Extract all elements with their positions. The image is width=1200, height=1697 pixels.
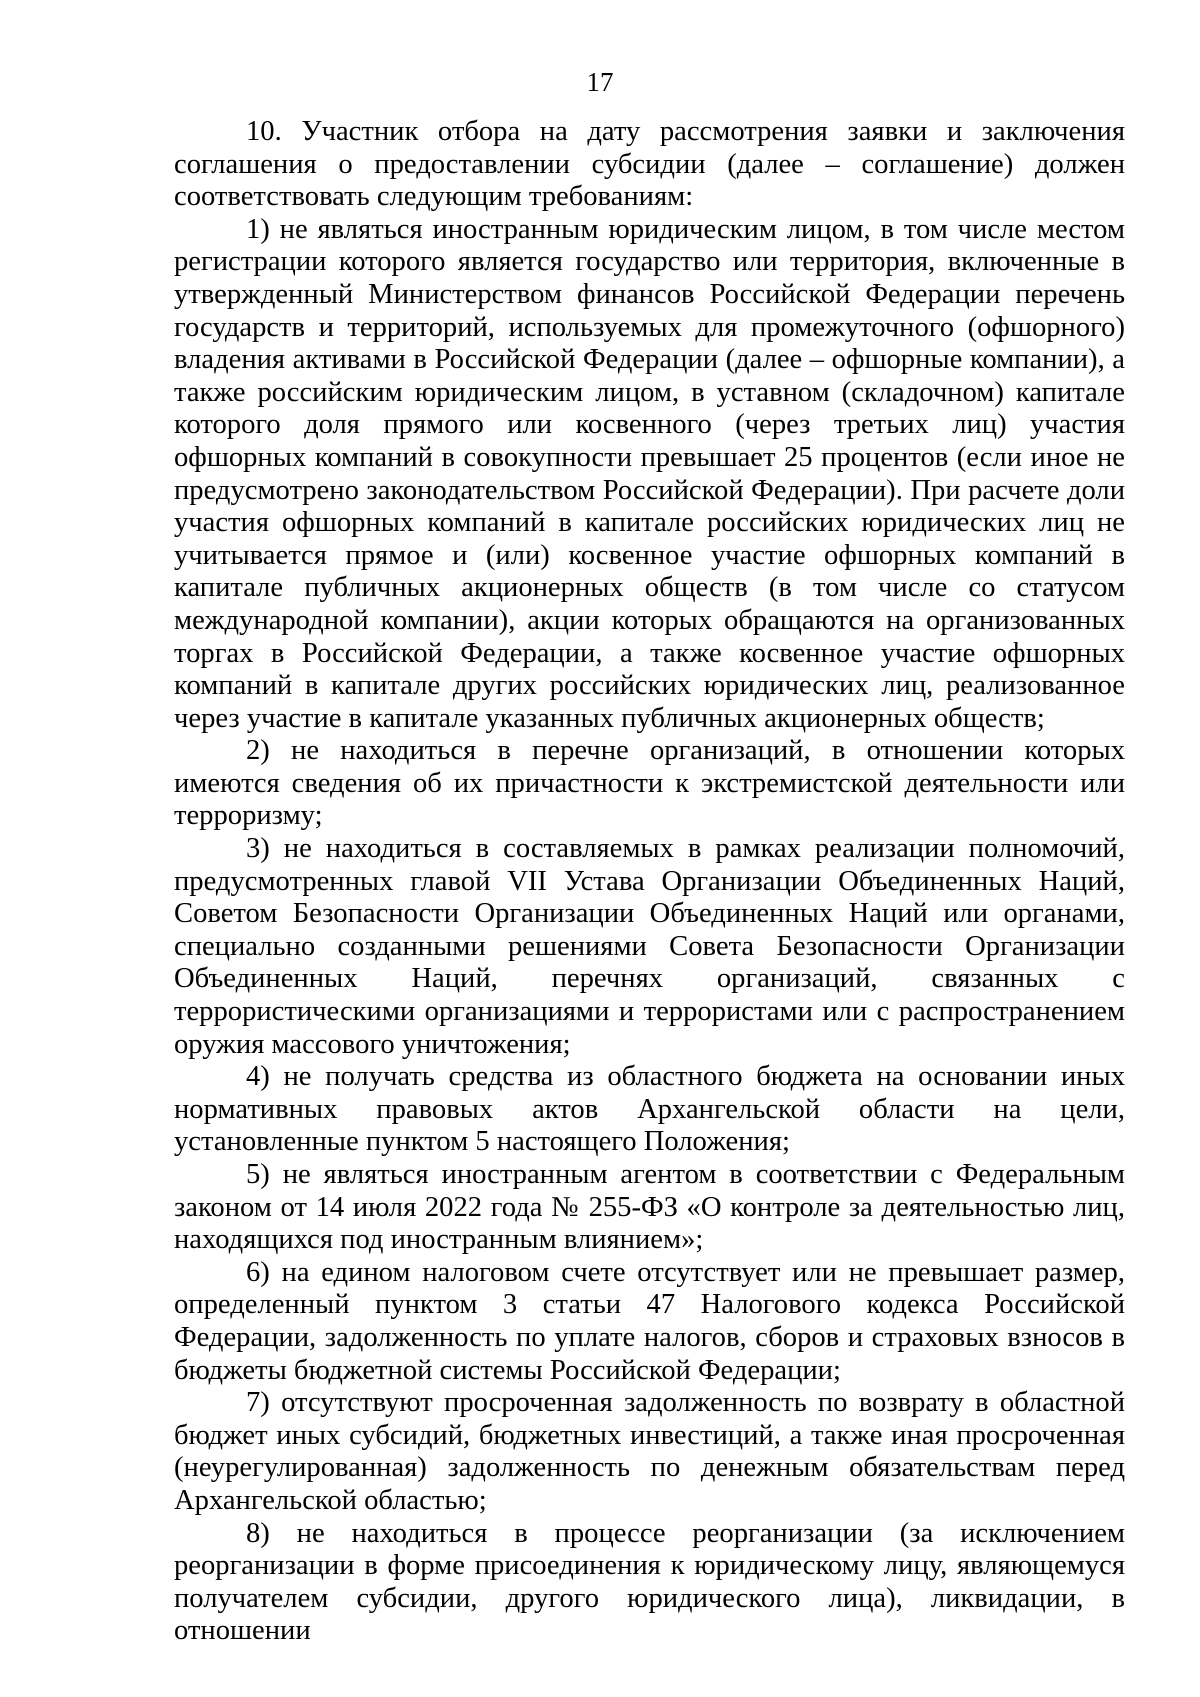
- paragraph-item-7: 7) отсутствуют просроченная задолженность по возврату в областной бюджет иных субсидий, бюджетных инвестиций, а также иная просроченная (неурегулированная) задолженность по денежным обязательствам перед Архангельской областью;: [174, 1387, 1125, 1516]
- paragraph-item-5: 5) не являться иностранным агентом в соответствии с Федеральным законом от 14 июля 2022 года № 255-ФЗ «О контроле за деятельностью лиц, находящихся под иностранным влиянием»;: [174, 1159, 1125, 1256]
- paragraph-10-intro: 10. Участник отбора на дату рассмотрения заявки и заключения соглашения о предоставлении субсидии (далее – соглашение) должен соответствовать следующим требованиям:: [174, 116, 1125, 213]
- paragraph-item-3: 3) не находиться в составляемых в рамках реализации полномочий, предусмотренных главой VII Устава Организации Объединенных Наций, Советом Безопасности Организации Объединенных Наций или органами, специально созданными решениями Совета Безопасности Организации Объединенных Наций, перечнях организаций, связанных с террористическими организациями и террористами или с распространением оружия массового уничтожения;: [174, 833, 1125, 1060]
- paragraph-item-2: 2) не находиться в перечне организаций, в отношении которых имеются сведения об их причастности к экстремистской деятельности или терроризму;: [174, 735, 1125, 832]
- paragraph-item-8: 8) не находиться в процессе реорганизации (за исключением реорганизации в форме присоединения к юридическому лицу, являющемуся получателем субсидии, другого юридического лица), ликвидации, в отношении: [174, 1517, 1125, 1647]
- page-number: 17: [586, 67, 614, 97]
- paragraph-item-6: 6) на едином налоговом счете отсутствует или не превышает размер, определенный пунктом 3 статьи 47 Налогового кодекса Российской Федерации, задолженность по уплате налогов, сборов и страховых взносов в бюджеты бюджетной системы Российской Федерации;: [174, 1256, 1125, 1386]
- paragraph-item-4: 4) не получать средства из областного бюджета на основании иных нормативных правовых актов Архангельской области на цели, установленные пунктом 5 настоящего Положения;: [174, 1061, 1125, 1158]
- document-body: [174, 116, 1125, 1648]
- paragraph-item-1: 1) не являться иностранным юридическим лицом, в том числе местом регистрации которого является государство или территория, включенные в утвержденный Министерством финансов Российской Федерации перечень государств и территорий, используемых для промежуточного (офшорного) владения активами в Российской Федерации (далее – офшорные компании), а также российским юридическим лицом, в уставном (складочном) капитале которого доля прямого или косвенного (через третьих лиц) участия офшорных компаний в совокупности превышает 25 процентов (если иное не предусмотрено законодательством Российской Федерации). При расчете доли участия офшорных компаний в капитале российских юридических лиц не учитывается прямое и (или) косвенное участие офшорных компаний в капитале публичных акционерных обществ (в том числе со статусом международной компании), акции которых обращаются на организованных торгах в Российской Федерации, а также косвенное участие офшорных компаний в капитале других российских юридических лиц, реализованное через участие в капитале указанных публичных акционерных обществ;: [174, 213, 1125, 734]
